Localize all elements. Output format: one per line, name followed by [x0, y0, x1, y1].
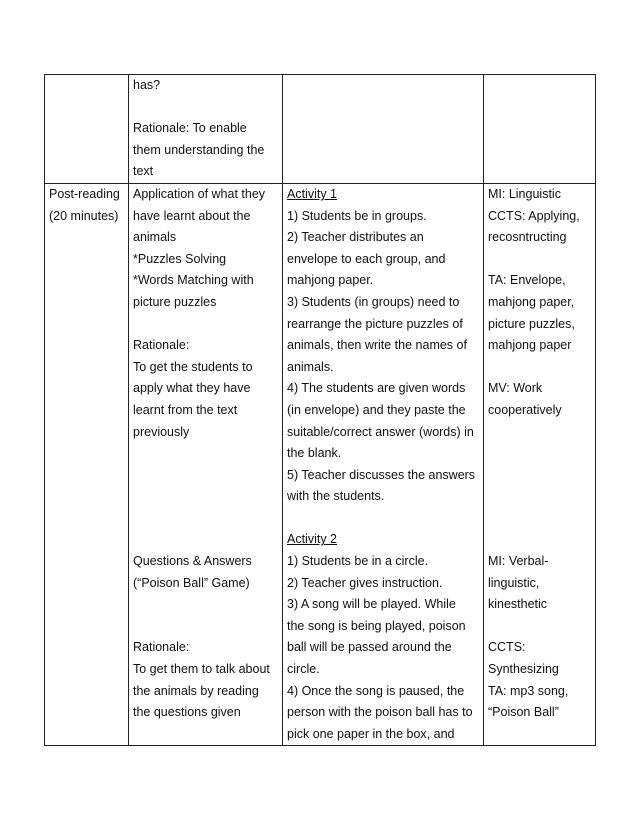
note-line: mahjong paper — [488, 338, 572, 353]
activity-step: (in envelope) and they paste the — [287, 402, 466, 417]
activity-step: suitable/correct answer (words) in — [287, 424, 474, 439]
note-line — [488, 529, 591, 551]
text-line — [133, 314, 278, 336]
lesson-plan-table — [44, 74, 596, 746]
activity-step: 4) The students are given words — [287, 381, 466, 396]
activity-cell — [283, 183, 484, 745]
activity-step: animals, then write the names of — [287, 338, 467, 353]
activity-step: with the students. — [287, 489, 385, 504]
text-line: the animals by reading — [133, 683, 259, 698]
text-line: To get the students to — [133, 359, 253, 374]
activity-step — [287, 508, 479, 530]
text-line — [133, 465, 278, 487]
stage-name: Post-reading — [49, 186, 120, 201]
note-line: recosntructing — [488, 230, 567, 245]
note-line: MI: Linguistic — [488, 186, 561, 201]
note-line — [488, 616, 591, 638]
note-line: cooperatively — [488, 402, 562, 417]
note-line: MI: Verbal- — [488, 554, 549, 569]
table-row — [45, 75, 596, 184]
activity-step: rearrange the picture puzzles of — [287, 316, 463, 331]
activity-step: circle. — [287, 662, 320, 677]
activity-step: mahjong paper. — [287, 273, 374, 288]
note-line: CCTS: — [488, 640, 526, 655]
text-line: Questions & Answers — [133, 554, 252, 569]
note-line — [488, 422, 591, 444]
activity-cell — [283, 75, 484, 184]
activity-step: person with the poison ball has to — [287, 705, 473, 720]
note-line: MV: Work — [488, 381, 543, 396]
text-line: Application of what they — [133, 186, 266, 201]
activity-step: envelope to each group, and — [287, 251, 446, 266]
text-line: animals — [133, 230, 177, 245]
note-line — [488, 465, 591, 487]
note-line — [488, 249, 591, 271]
note-line — [488, 357, 591, 379]
note-line — [488, 508, 591, 530]
activity-step: 1) Students be in groups. — [287, 208, 427, 223]
activity-step: 2) Teacher gives instruction. — [287, 575, 443, 590]
text-line: *Words Matching with — [133, 273, 254, 288]
text-line — [133, 508, 278, 530]
activity-step: 3) Students (in groups) need to — [287, 294, 460, 309]
activity-step: animals. — [287, 359, 334, 374]
notes-cell — [484, 183, 596, 745]
text-line — [133, 97, 278, 119]
text-line: apply what they have — [133, 381, 251, 396]
note-line — [488, 443, 591, 465]
text-line: picture puzzles — [133, 294, 217, 309]
text-line: have learnt about the — [133, 208, 251, 223]
note-line — [488, 486, 591, 508]
text-line: learnt from the text — [133, 402, 238, 417]
note-line: TA: Envelope, — [488, 273, 566, 288]
description-cell — [129, 183, 283, 745]
activity-step: the song is being played, poison — [287, 618, 466, 633]
activity-step: 5) Teacher discusses the answers — [287, 467, 476, 482]
text-line — [133, 529, 278, 551]
note-line: picture puzzles, — [488, 316, 575, 331]
text-line: Rationale: — [133, 640, 190, 655]
note-line: Synthesizing — [488, 662, 559, 677]
text-line: them understanding the — [133, 142, 265, 157]
notes-cell — [484, 75, 596, 184]
note-line: mahjong paper, — [488, 294, 575, 309]
text-line — [133, 616, 278, 638]
text-line: the questions given — [133, 705, 241, 720]
text-line: *Puzzles Solving — [133, 251, 227, 266]
note-line: linguistic, — [488, 575, 540, 590]
stage-duration: (20 minutes) — [49, 208, 119, 223]
stage-cell — [45, 183, 129, 745]
activity-step: ball will be passed around the — [287, 640, 452, 655]
note-line: kinesthetic — [488, 597, 548, 612]
activity-2-title: Activity 2 — [287, 532, 338, 547]
text-line — [133, 594, 278, 616]
note-line: TA: mp3 song, — [488, 683, 569, 698]
text-line — [133, 443, 278, 465]
activity-step: pick one paper in the box, and — [287, 726, 455, 741]
stage-cell — [45, 75, 129, 184]
note-line: “Poison Ball” — [488, 705, 559, 720]
activity-step: the blank. — [287, 446, 342, 461]
description-cell — [129, 75, 283, 184]
table-row — [45, 183, 596, 745]
text-line: Rationale: — [133, 338, 190, 353]
activity-1-title: Activity 1 — [287, 186, 338, 201]
text-line: previously — [133, 424, 190, 439]
text-line: has? — [133, 78, 161, 92]
note-line: CCTS: Applying, — [488, 208, 580, 223]
activity-step: 1) Students be in a circle. — [287, 554, 429, 569]
text-line: To get them to talk about — [133, 662, 270, 677]
text-line — [133, 486, 278, 508]
activity-step: 2) Teacher distributes an — [287, 230, 424, 245]
activity-step: 4) Once the song is paused, the — [287, 683, 465, 698]
text-line: text — [133, 164, 154, 179]
text-line: (“Poison Ball” Game) — [133, 575, 250, 590]
activity-step: 3) A song will be played. While — [287, 597, 456, 612]
text-line: Rationale: To enable — [133, 121, 247, 136]
